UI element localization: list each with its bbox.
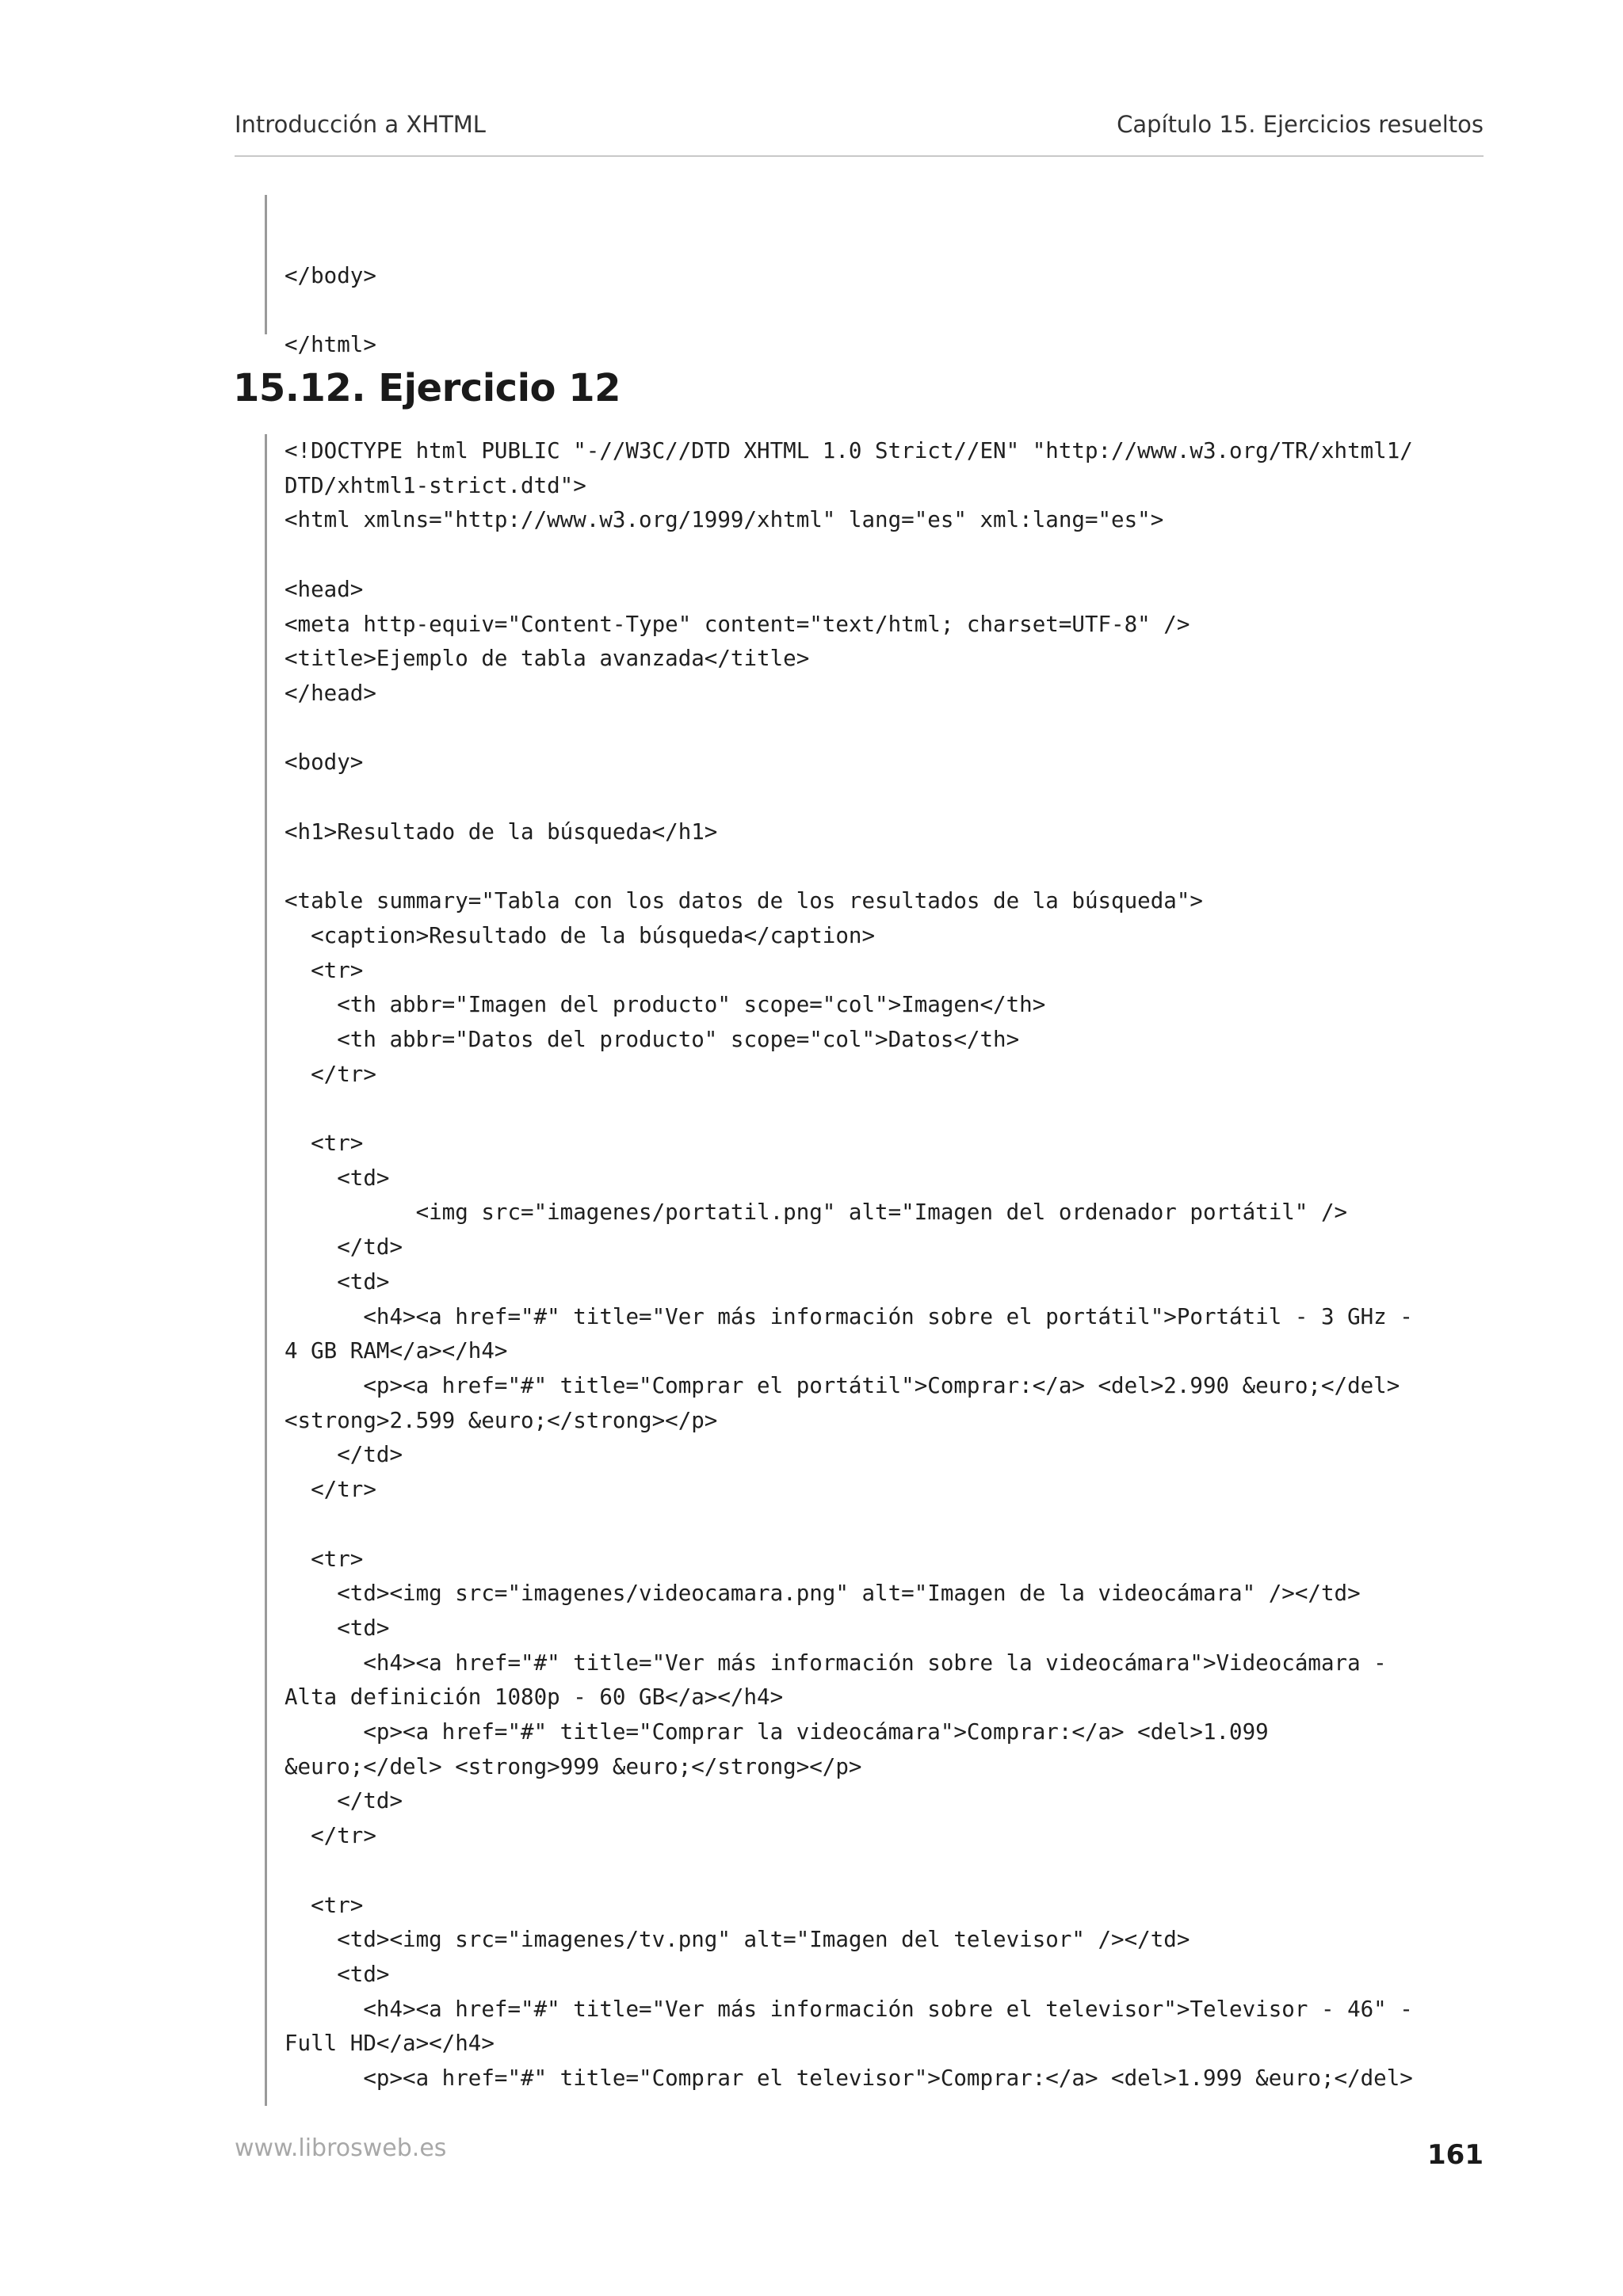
page-number: 161 (1427, 2139, 1484, 2171)
code-text: </body> </html> (285, 262, 376, 358)
code-text: <!DOCTYPE html PUBLIC "-//W3C//DTD XHTML 1.0 Strict//EN" "http://www.w3.org/TR/xhtml1/ DTD/xhtml1-strict.dtd"> <html xmlns="http://www.w3.org/1999/xhtml" lang="es" xml:lang="es"> <head> <meta http-equiv="Content-Type" content="text/html; charset=UTF-8" /> <title>Ejemplo de tabla avanzada</title> </head> <body> <h1>Resultado de la búsqueda</h1> <table summary="Tabla con los datos de los resultados de la búsqueda"> <caption>Resultado de la búsqueda</caption> <tr> <th abbr="Imagen del producto" scope="col">Imagen</th> <th abbr="Datos del producto" scope="col">Datos</th> </tr> <tr> <td> <img src="imagenes/portatil.png" alt="Imagen del ordenador portátil" /> </td> <td> <h4><a href="#" title="Ver más información sobre el portátil">Portátil - 3 GHz - 4 GB RAM</a></h4> <p><a href="#" title="Comprar el portátil">Comprar:</a> <del>2.990 &euro;</del> <strong>2.599 &euro;</strong></p> </td> </tr> <tr> <td><img src="imagenes/videocamara.png" alt="Imagen de la videocámara" /></td> <td> <h4><a href="#" title="Ver más información sobre la videocámara">Videocámara - Alta definición 1080p - 60 GB</a></h4> <p><a href="#" title="Comprar la videocámara">Comprar:</a> <del>1.099 &euro;</del> <strong>999 &euro;</strong></p> </td> </tr> <tr> <td><img src="imagenes/tv.png" alt="Imagen del televisor" /></td> <td> <h4><a href="#" title="Ver más información sobre el televisor">Televisor - 46" - Full HD</a></h4> <p><a href="#" title="Comprar el televisor">Comprar:</a> <del>1.999 &euro;</del> (285, 438, 1413, 2092)
code-listing-previous (265, 195, 376, 358)
footer-website: www.librosweb.es (235, 2134, 447, 2162)
code-listing-ejercicio-12 (265, 434, 1413, 2106)
running-header (235, 108, 1484, 157)
section-heading: 15.12. Ejercicio 12 (233, 366, 621, 410)
book-title: Introducción a XHTML (235, 111, 486, 138)
chapter-title: Capítulo 15. Ejercicios resueltos (1117, 111, 1484, 138)
